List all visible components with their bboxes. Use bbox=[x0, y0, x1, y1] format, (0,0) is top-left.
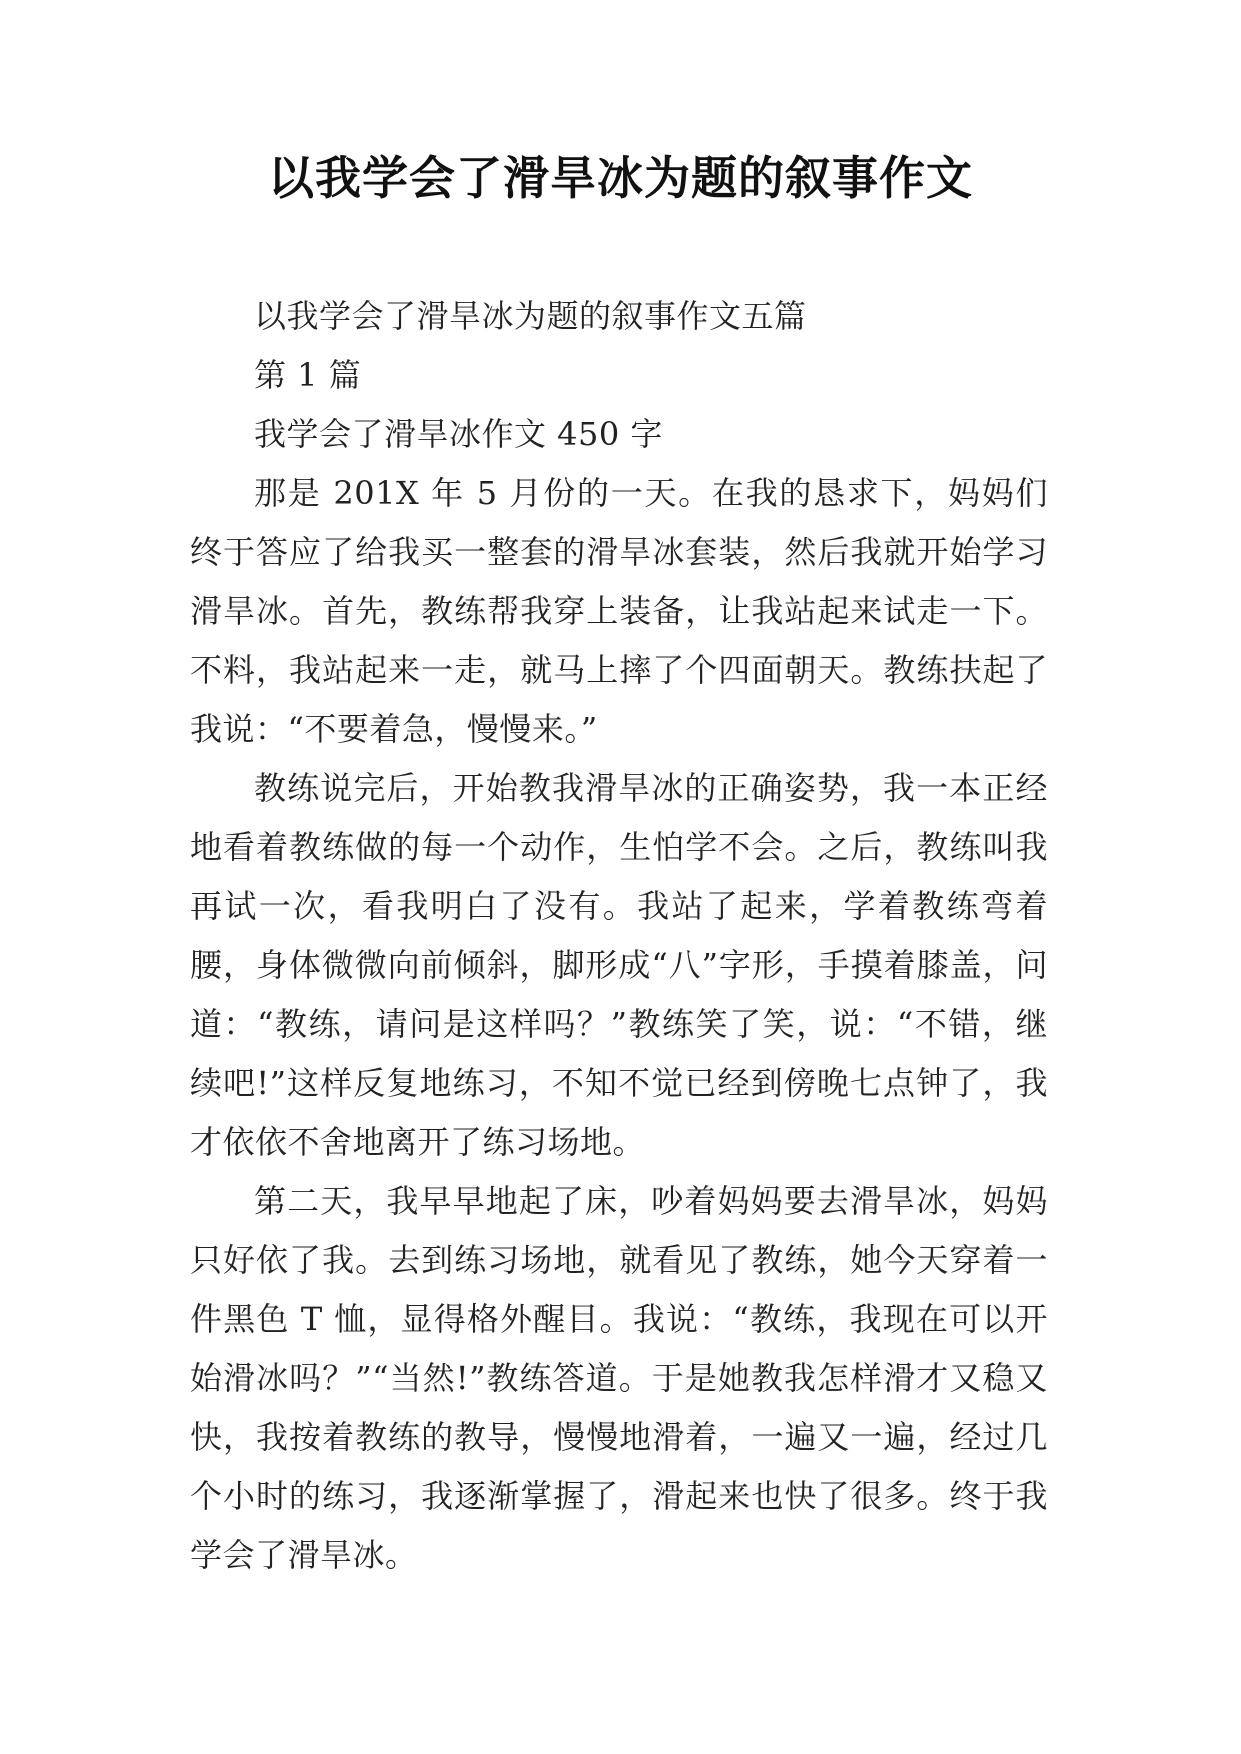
subtitle-paragraph: 以我学会了滑旱冰为题的叙事作文五篇 bbox=[254, 297, 807, 335]
body-paragraph: 第二天，我早早地起了床，吵着妈妈要去滑旱冰，妈妈只好依了我。去到练习场地，就看见了教练，她今天穿着一件黑色 T 恤，显得格外醒目。我说：“教练，我现在可以开始滑冰吗？”“当然!”教练答道。于是她教我怎样滑才又稳又快，我按着教练的教导，慢慢地滑着，一遍又一遍，经过几个小时的练习，我逐渐掌握了，滑起来也快了很多。终于我学会了滑旱冰。 bbox=[190, 1182, 1048, 1574]
essay-heading: 我学会了滑旱冰作文 450 字 bbox=[254, 415, 663, 453]
body-paragraph: 那是 201X 年 5 月份的一天。在我的恳求下，妈妈们终于答应了给我买一整套的滑旱冰套装，然后我就开始学习滑旱冰。首先，教练帮我穿上装备，让我站起来试走一下。不料，我站起来一走，就马上摔了个四面朝天。教练扶起了我说：“不要着急，慢慢来。” bbox=[190, 474, 1048, 748]
section-heading: 第 1 篇 bbox=[254, 356, 362, 394]
body-paragraph: 教练说完后，开始教我滑旱冰的正确姿势，我一本正经地看着教练做的每一个动作，生怕学不会。之后，教练叫我再试一次，看我明白了没有。我站了起来，学着教练弯着腰，身体微微向前倾斜，脚形成“八”字形，手摸着膝盖，问道：“教练，请问是这样吗？”教练笑了笑，说：“不错，继续吧!”这样反复地练习，不知不觉已经到傍晚七点钟了，我才依依不舍地离开了练习场地。 bbox=[190, 769, 1048, 1161]
document-body bbox=[190, 287, 1048, 1585]
document-title: 以我学会了滑旱冰为题的叙事作文 bbox=[268, 151, 973, 205]
